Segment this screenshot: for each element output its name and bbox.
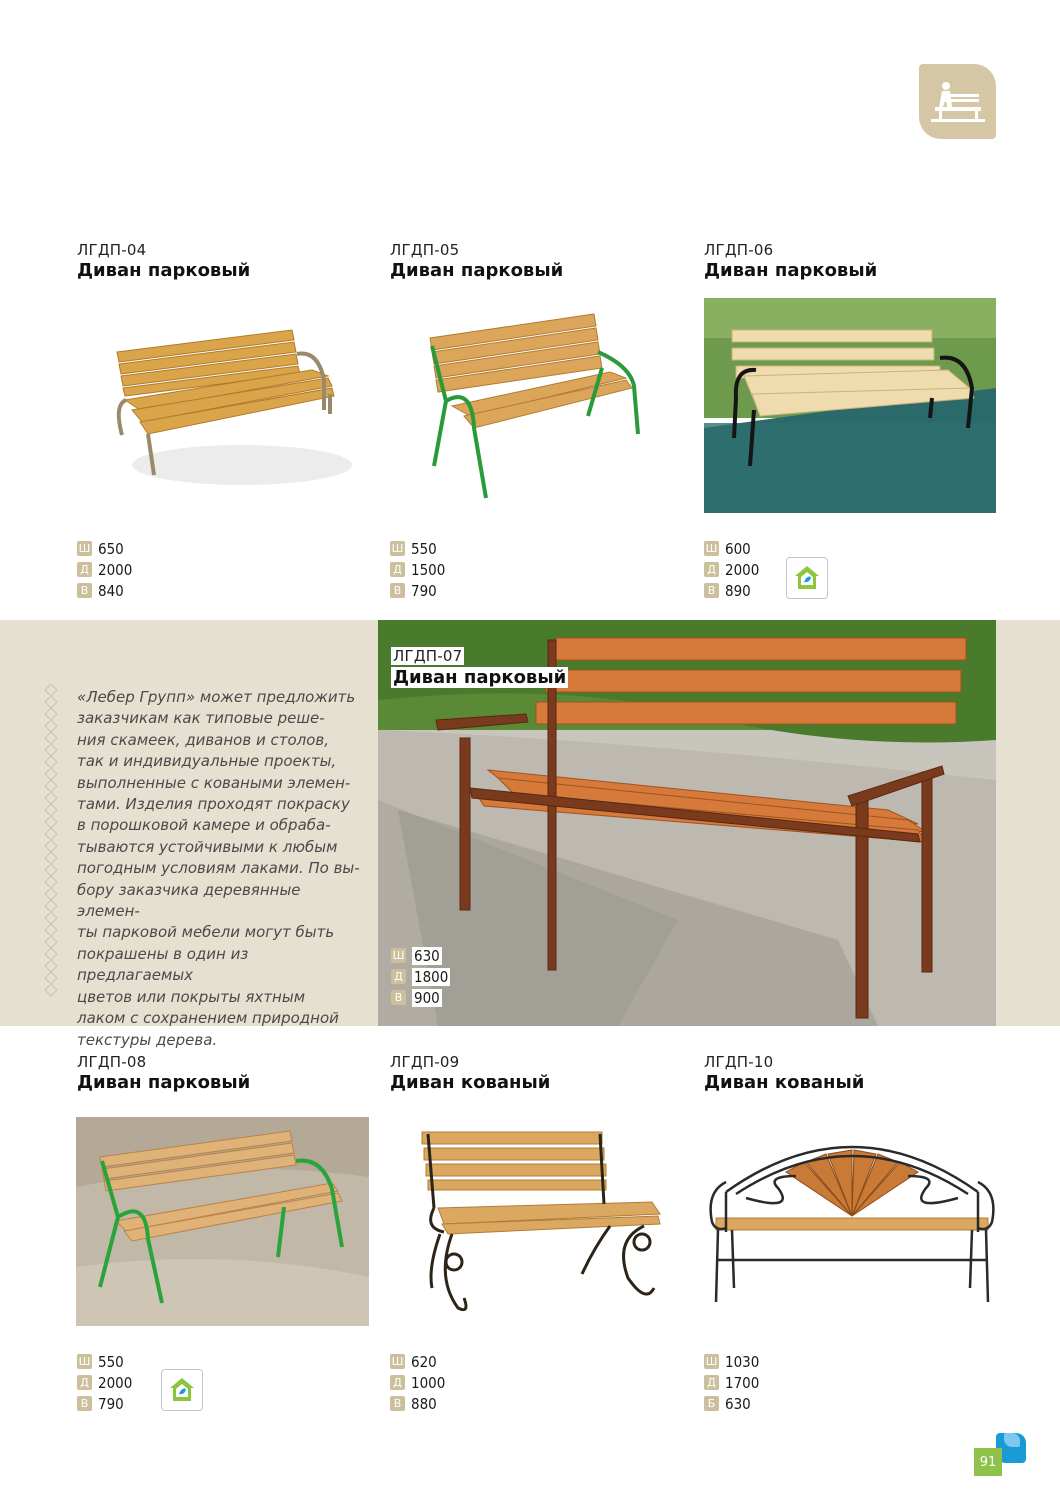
height-value: 790 xyxy=(98,1394,124,1413)
product-title: Диван парковый xyxy=(77,260,251,281)
width-badge: Ш xyxy=(705,542,718,555)
length-value: 1500 xyxy=(411,560,446,579)
length-badge: Д xyxy=(391,969,406,984)
product-title: Диван кованый xyxy=(704,1072,865,1093)
height-badge: Б xyxy=(704,1396,719,1411)
height-value: 790 xyxy=(411,581,437,600)
height-badge: В xyxy=(390,1396,405,1411)
height-value: 840 xyxy=(98,581,124,600)
length-badge: Д xyxy=(390,1375,405,1390)
length-badge: Д xyxy=(77,1375,92,1390)
product-image-bench-04 xyxy=(92,310,352,500)
width-badge: Ш xyxy=(705,1355,718,1368)
length-badge: Д xyxy=(390,562,405,577)
product-image-bench-10 xyxy=(706,1132,998,1312)
description-line: ния скамеек, диванов и столов, xyxy=(77,730,330,749)
product-code: ЛГДП-09 xyxy=(390,1053,460,1071)
product-title: Диван парковый xyxy=(390,260,564,281)
product-code: ЛГДП-07 xyxy=(393,647,463,665)
description-line: тываются устойчивыми к любым xyxy=(77,837,338,856)
description-line: в порошковой камере и обраба- xyxy=(77,816,331,835)
product-code: ЛГДП-10 xyxy=(704,1053,774,1071)
page-corner-highlight xyxy=(1004,1433,1020,1447)
length-value: 2000 xyxy=(725,560,760,579)
product-code: ЛГДП-05 xyxy=(390,241,460,259)
description-line: заказчикам как типовые реше- xyxy=(77,709,325,728)
length-value: 2000 xyxy=(98,1373,133,1392)
length-value: 1000 xyxy=(411,1373,446,1392)
description-line: цветов или покрыты яхтным xyxy=(77,987,306,1006)
width-badge: Ш xyxy=(391,542,404,555)
eco-house-icon xyxy=(786,557,828,599)
dimensions-block xyxy=(391,945,450,1008)
product-title: Диван парковый xyxy=(77,1072,251,1093)
length-value: 1700 xyxy=(725,1373,760,1392)
product-photo-bench-08 xyxy=(76,1117,369,1326)
width-value: 620 xyxy=(411,1352,437,1371)
length-badge: Д xyxy=(704,562,719,577)
width-value: 630 xyxy=(414,946,440,965)
length-value: 1800 xyxy=(414,967,449,986)
description-line: «Лебер Групп» может предложить xyxy=(77,688,356,706)
width-value: 650 xyxy=(98,539,124,558)
product-image-bench-09 xyxy=(414,1128,664,1318)
description-line: так и индивидуальные проекты, xyxy=(77,752,337,771)
description-line: ты парковой мебели могут быть xyxy=(77,923,335,942)
description-text xyxy=(77,687,362,1051)
description-line: лаком с сохранением природной xyxy=(77,1009,339,1028)
height-value: 890 xyxy=(725,581,751,600)
width-value: 1030 xyxy=(725,1352,760,1371)
width-badge: Ш xyxy=(78,542,91,555)
width-value: 550 xyxy=(98,1352,124,1371)
height-badge: В xyxy=(391,990,406,1005)
dimensions-block xyxy=(77,538,132,601)
width-badge: Ш xyxy=(78,1355,91,1368)
description-line: покрашены в один из предлагаемых xyxy=(77,944,249,985)
description-line: выполненные с коваными элемен- xyxy=(77,773,351,792)
eco-house-icon xyxy=(161,1369,203,1411)
width-value: 550 xyxy=(411,539,437,558)
page-number: 91 xyxy=(974,1448,1002,1476)
product-title: Диван парковый xyxy=(704,260,878,281)
dimensions-block xyxy=(704,1351,759,1414)
length-badge: Д xyxy=(77,562,92,577)
height-value: 900 xyxy=(414,988,440,1007)
dimensions-block xyxy=(390,1351,445,1414)
decorative-diamond-column xyxy=(44,684,58,1004)
height-badge: В xyxy=(390,583,405,598)
height-badge: В xyxy=(704,583,719,598)
product-title: Диван кованый xyxy=(390,1072,551,1093)
width-badge: Ш xyxy=(392,949,405,962)
dimensions-block xyxy=(704,538,759,601)
description-line: погодным условиям лаками. По вы- xyxy=(77,859,360,878)
bench-category-icon xyxy=(919,64,996,139)
dimensions-block xyxy=(390,538,445,601)
product-code: ЛГДП-06 xyxy=(704,241,774,259)
product-image-bench-05 xyxy=(412,306,652,506)
product-code: ЛГДП-08 xyxy=(77,1053,147,1071)
height-badge: В xyxy=(77,583,92,598)
length-badge: Д xyxy=(704,1375,719,1390)
product-title: Диван парковый xyxy=(393,667,567,688)
width-value: 600 xyxy=(725,539,751,558)
description-line: бору заказчика деревянные элемен- xyxy=(77,880,301,921)
length-value: 2000 xyxy=(98,560,133,579)
dimensions-block xyxy=(77,1351,132,1414)
width-badge: Ш xyxy=(391,1355,404,1368)
height-badge: В xyxy=(77,1396,92,1411)
description-line: тами. Изделия проходят покраску xyxy=(77,795,350,814)
height-value: 880 xyxy=(411,1394,437,1413)
description-line: текстуры дерева. xyxy=(77,1030,218,1049)
height-value: 630 xyxy=(725,1394,751,1413)
product-code: ЛГДП-04 xyxy=(77,241,147,259)
product-photo-bench-06 xyxy=(704,298,996,513)
